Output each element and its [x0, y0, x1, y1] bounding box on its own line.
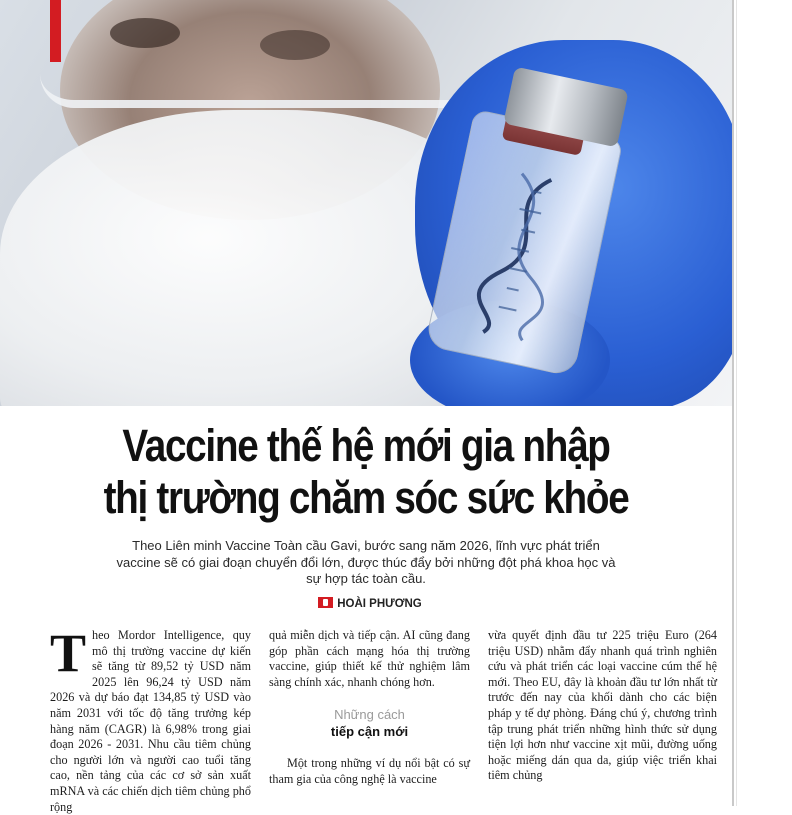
author-byline	[0, 597, 740, 610]
body-column-3	[488, 628, 717, 784]
article-headline	[51, 420, 681, 524]
column-2-text: quả miễn dịch và tiếp cận. AI cũng đang góp phần cách mạng hóa thị trường vaccine, giúp thiết kế thử nghiệm lâm sàng chính xác, nhanh chóng hơn.	[269, 628, 470, 689]
section-subheading	[269, 706, 470, 740]
safety-goggles	[40, 40, 500, 108]
page-edge-shadow	[736, 0, 737, 806]
column-1-text: heo Mordor Intelligence, quy mô thị trường vaccine dự kiến sẽ tăng từ 89,52 tỷ USD năm 2025 lên 96,24 tỷ USD năm 2026 và dự báo đạt 134,85 tỷ USD vào năm 2031 với tốc độ tăng trưởng kép hàng năm (CAGR) là 6,98% trong giai đoạn 2026 - 2031. Nhu cầu tiêm chủng cho người lớn và người cao tuổi tăng cao, nền tảng của các cơ sở sản xuất mRNA và các chiến dịch tiêm chủng phổ rộng	[50, 628, 251, 814]
subheading-line-2: tiếp cận mới	[330, 724, 409, 740]
headline-line-1: Vaccine thế hệ mới gia nhập	[122, 420, 610, 471]
section-accent-bar	[50, 0, 61, 62]
column-2-text-continued: Một trong những ví dụ nổi bật có sự tham gia của công nghệ là vaccine	[269, 756, 470, 786]
body-column-2	[269, 628, 470, 788]
drop-cap: T	[50, 623, 87, 683]
publication-logo-icon	[318, 597, 333, 608]
body-column-1	[50, 623, 251, 815]
column-3-text: vừa quyết định đầu tư 225 triệu Euro (264 triệu USD) nhằm đẩy nhanh quá trình nghiên cứu và phát triển các loại vaccine cúm thế hệ mới. Theo EU, đây là khoản đầu tư lớn nhất từ trước đến nay của khối dành cho các biện pháp y tế dự phòng. Đáng chú ý, chương trình tập trung phát triển những hình thức sử dụng tiện lợi hơn như vaccine xịt mũi, đường uống hoặc miếng dán qua da, giúp việc triển khai tiêm chủng	[488, 628, 717, 783]
page-edge	[732, 0, 734, 806]
author-name: HOÀI PHƯƠNG	[337, 598, 422, 610]
article-lead: Theo Liên minh Vaccine Toàn cầu Gavi, bước sang năm 2026, lĩnh vực phát triển vaccine sẽ có giai đoạn chuyển đổi lớn, được thúc đẩy bởi những đột phá khoa học và sự hợp tác toàn cầu.	[116, 538, 616, 586]
headline-line-2: thị trường chăm sóc sức khỏe	[103, 472, 629, 523]
hero-photo	[0, 0, 732, 406]
subheading-line-1: Những cách	[334, 707, 405, 723]
